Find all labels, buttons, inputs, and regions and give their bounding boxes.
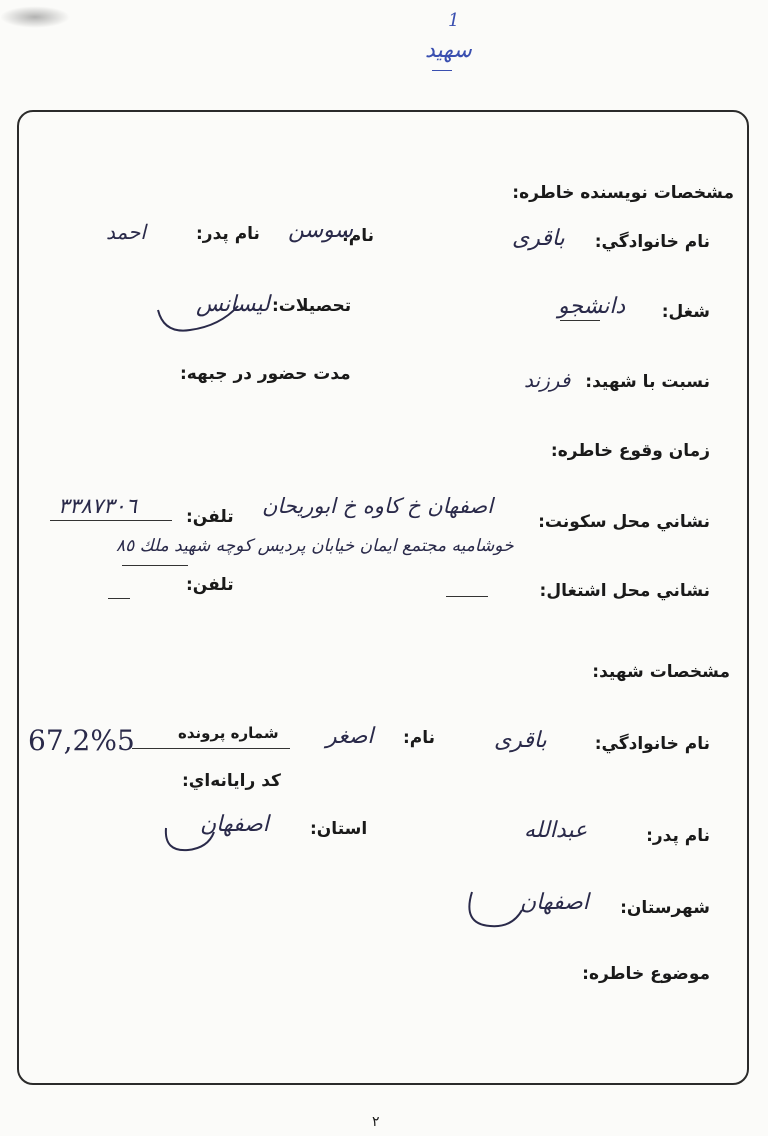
martyr-family-value: باقری [494,728,547,753]
home-address-underline-2 [122,565,188,566]
martyr-name-value: اصغر [326,724,374,749]
martyr-section-title: مشخصات شهيد: [592,662,730,682]
martyr-family-label: نام خانوادگي: [594,734,710,754]
martyr-city-label: شهرستان: [620,898,710,918]
work-address-blank-line [446,596,488,597]
writer-front-label: مدت حضور در جبهه: [180,364,351,384]
top-note-word: سهيد [425,38,472,63]
city-signature-stroke [462,888,532,932]
writer-home-phone-value: ٣٣٨٧٣٠٦ [58,494,137,518]
writer-education-value: ليسانس [196,292,270,317]
martyr-topic-label: موضوع خاطره: [582,964,710,984]
writer-job-label: شغل: [661,302,710,322]
writer-work-phone-label: تلفن: [186,575,234,595]
writer-family-label: نام خانوادگي: [594,232,710,252]
martyr-file-value: 67,2%5 [28,724,135,757]
top-note-number: 1 [448,10,460,31]
writer-father-label: نام پدر: [196,224,260,244]
education-signature-stroke [150,300,270,340]
martyr-file-underline [132,748,290,749]
scan-smudge [0,6,70,28]
writer-memory-time-label: زمان وقوع خاطره: [550,441,710,461]
martyr-computer-code-label: كد رايانه‌اي: [182,771,281,791]
martyr-province-value: اصفهان [200,812,269,837]
home-phone-underline [50,520,172,521]
writer-name-label: نام: [342,226,375,246]
martyr-province-label: استان: [310,819,368,839]
page-number: ٢ [372,1114,380,1130]
writer-home-address-value: اصفهان خ كاوه خ ابوريحان [262,494,494,518]
writer-job-value: دانشجو [558,294,626,319]
writer-job-underline [560,320,600,321]
writer-home-address-label: نشاني محل سكونت: [538,512,710,532]
writer-section-title: مشخصات نويسنده خاطره: [512,183,734,203]
martyr-father-label: نام پدر: [646,826,710,846]
writer-name-value: سوسن [288,218,353,243]
writer-home-address-value-2: خوشاميه مجتمع ايمان خيابان پرديس كوچه شهيد ملك ٨٥ [116,536,514,556]
martyr-name-label: نام: [403,728,436,748]
writer-relation-label: نسبت با شهيد: [585,372,710,392]
writer-father-value: احمد [106,220,146,244]
writer-relation-value: فرزند [524,368,571,392]
writer-education-label: تحصيلات: [272,296,352,316]
province-signature-stroke [158,822,228,858]
writer-family-value: باقری [512,226,565,251]
top-note-underline [432,70,452,71]
martyr-father-value: عبدالله [524,818,588,843]
martyr-city-value: اصفهان [520,890,589,915]
martyr-file-label: شماره پرونده [178,724,279,742]
work-phone-blank-line [108,598,130,599]
writer-home-phone-label: تلفن: [186,507,234,527]
writer-work-address-label: نشاني محل اشتغال: [539,581,710,601]
